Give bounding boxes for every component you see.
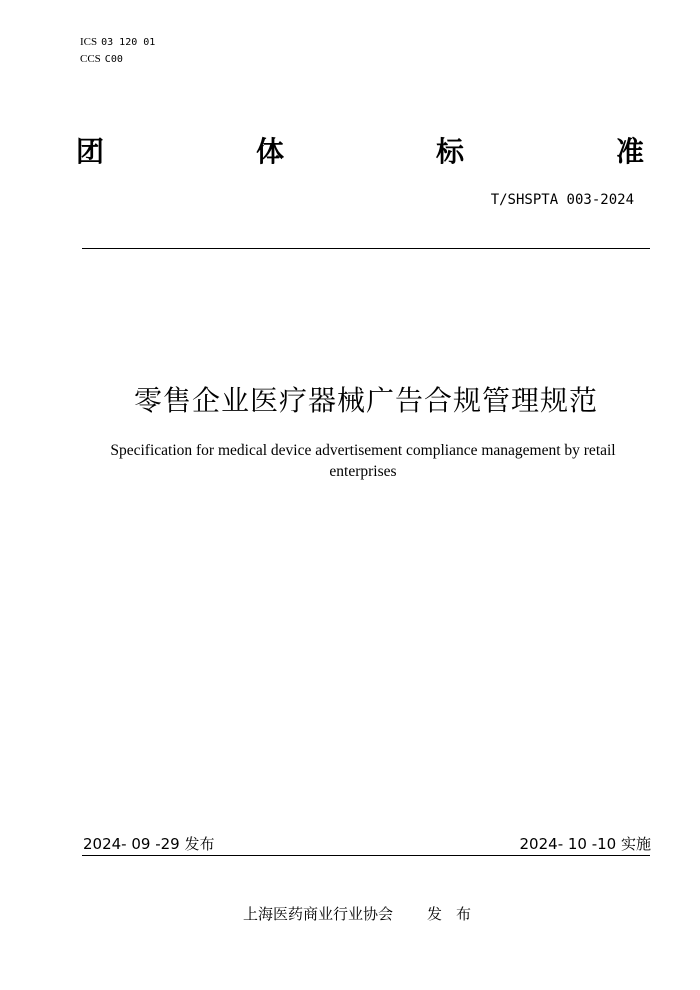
standard-type-char: 团 xyxy=(76,135,105,168)
issuer-line xyxy=(243,904,485,924)
standard-number: T/SHSPTA 003-2024 xyxy=(490,192,634,208)
ics-classification xyxy=(80,36,155,49)
publish-date: 2024- 09 -29 发布 xyxy=(83,835,215,853)
ics-label: ICS xyxy=(80,36,98,48)
ics-code: 03 120 01 xyxy=(101,37,156,48)
english-title: Specification for medical device advertisement compliance management by retail enterprises xyxy=(110,442,616,480)
standard-type-char: 标 xyxy=(436,135,465,168)
issuer-action: 发布 xyxy=(427,905,486,923)
ccs-classification xyxy=(80,53,123,66)
bottom-divider xyxy=(82,855,650,856)
implementation-date: 2024- 10 -10 实施 xyxy=(519,835,651,853)
standard-type-char: 准 xyxy=(616,135,645,168)
standard-type-char: 体 xyxy=(256,135,285,168)
ccs-code: C00 xyxy=(104,54,123,65)
chinese-title: 零售企业医疗器械广告合规管理规范 xyxy=(133,384,598,417)
issuer-name: 上海医药商业行业协会 xyxy=(243,905,394,923)
top-divider xyxy=(82,248,650,249)
ccs-label: CCS xyxy=(80,53,101,65)
